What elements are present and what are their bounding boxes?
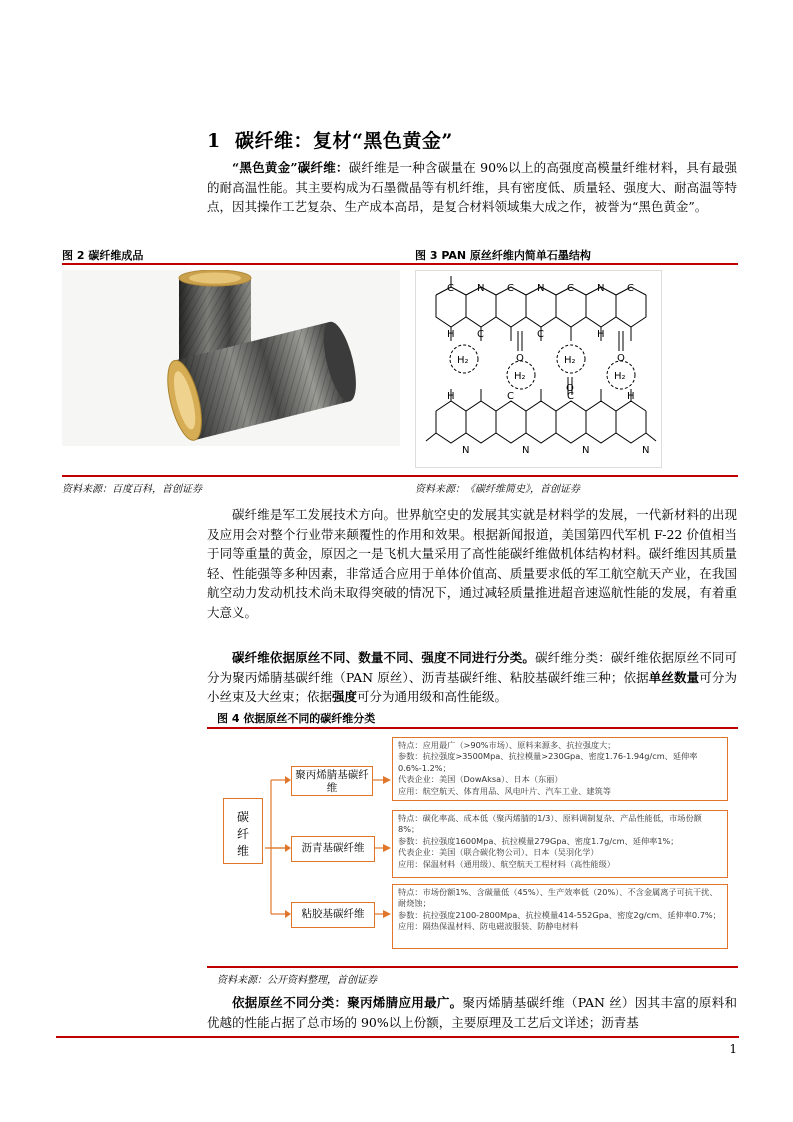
detail-line: 代表企业：美国（联合碳化物公司）、日本（吴羽化学） [398, 847, 599, 858]
detail-line: 应用：航空航天、体育用品、风电叶片、汽车工业、建筑等 [398, 785, 611, 796]
figure2-source: 资料来源：百度百科，首创证券 [62, 484, 202, 495]
classification-bold-2: 强度 [332, 689, 358, 704]
detail-box-pan [392, 737, 728, 801]
atom-label: N [597, 283, 605, 294]
atom-label: H₂ [514, 371, 526, 382]
figure2-caption: 图 2 碳纤维成品 [62, 249, 144, 262]
detail-line: 代表企业：美国（DowAksa）、日本（东丽） [398, 774, 563, 785]
atom-label: N [522, 445, 530, 456]
atom-label: O [566, 383, 574, 394]
atom-label: N [642, 445, 650, 456]
atom-label: C [447, 283, 454, 294]
section-title: 1 碳纤维：复材“黑色黄金” [207, 130, 453, 152]
classification-paragraph [207, 648, 737, 707]
atom-label: C [567, 391, 574, 402]
detail-line: 参数：抗拉强度>3500Mpa、抗拉模量>230Gpa、密度1.76-1.94g/cm、延伸率0.6%-1.2%； [398, 751, 698, 773]
atom-label: C [537, 329, 544, 340]
atom-label: N [462, 445, 470, 456]
footer-rule [56, 1036, 739, 1038]
root-char: 碳 [236, 810, 249, 824]
figure4-bottom-rule [207, 966, 738, 968]
figure3-source: 资料来源：《碳纤维简史》，首创证券 [415, 484, 580, 495]
atom-label: H₂ [457, 355, 469, 366]
detail-line: 参数：抗拉强度1600Mpa、抗拉模量279Gpa、密度1.7g/cm、延伸率1%； [398, 835, 679, 846]
root-char: 纤 [236, 827, 249, 841]
atom-label: H [627, 391, 635, 402]
page-number: 1 [729, 1042, 737, 1056]
detail-box-pitch [392, 810, 728, 878]
atom-label: N [537, 283, 545, 294]
detail-line: 应用：隔热保温材料、防电磁波服装、防静电材料 [398, 921, 579, 932]
intro-lead: “黑色黄金”碳纤维： [232, 160, 349, 175]
figure-top-rule [62, 263, 738, 265]
atom-label: C [507, 283, 514, 294]
classification-text-3: 可分为通用级和高性能级。 [357, 689, 508, 704]
classification-lead: 碳纤维依据原丝不同、数量不同、强度不同进行分类。 [232, 650, 536, 665]
pan-paragraph [207, 993, 737, 1032]
atom-label: C [507, 391, 514, 402]
type-node-viscose: 粘胶基碳纤维 [291, 902, 375, 928]
atom-label: H₂ [614, 371, 626, 382]
figure4-source: 资料来源：公开资料整理，首创证券 [217, 975, 377, 986]
atom-label: N [477, 283, 485, 294]
atom-label: O [617, 353, 625, 364]
military-paragraph: 碳纤维是军工发展技术方向。世界航空史的发展其实就是材料学的发展，一代新材料的出现及应用会对整个行业带来颠覆性的作用和效果。根据新闻报道，美国第四代军机 F-22 价值相当于同等重量的黄金，原因之一是飞机大量采用了高性能碳纤维做机体结构材料。碳纤维因其质量轻、性能强等多种因素，非常适合应用于单体价值高、质量要求低的军工航空航天产业，在我国航空动力发动机技术尚未取得突破的情况下，通过减轻质量推进超音速巡航性能的发展，有着重大意义。 [207, 507, 737, 620]
figure-bottom-rule [62, 475, 738, 477]
atom-label: C [627, 283, 634, 294]
carbon-fiber-classification-diagram [207, 730, 737, 965]
classification-text-1: 碳纤维分类：碳纤维依据原丝不同可分为聚丙烯腈基碳纤维（PAN 原丝）、沥青基碳纤维、粘胶基碳纤维三种；依据 [207, 650, 737, 685]
intro-paragraph [207, 158, 737, 217]
detail-line: 应用：保温材料（通用级）、航空航天工程材料（高性能级） [398, 858, 615, 869]
figure3-caption: 图 3 PAN 原丝纤维内简单石墨结构 [415, 249, 591, 262]
figure4-top-rule [207, 727, 738, 729]
carbon-fiber-spool-image [62, 270, 400, 446]
atom-label: H [447, 391, 455, 402]
atom-label: C [477, 329, 484, 340]
root-node-carbon-fiber [223, 798, 263, 864]
detail-line: 参数：抗拉强度2100-2800Mpa、抗拉模量414-552Gpa、密度2g/cm、延伸率0.7%； [398, 909, 721, 920]
atom-label: H [447, 329, 455, 340]
detail-box-viscose [392, 884, 728, 949]
classification-text-2: 可分为小丝束及大丝束；依据 [207, 669, 737, 704]
classification-bold-1: 单丝数量 [648, 669, 700, 685]
root-char: 维 [236, 844, 249, 858]
atom-label: N [582, 445, 590, 456]
atom-label: O [516, 353, 524, 364]
atom-label: C [567, 283, 574, 294]
detail-line: 特点：市场份额1%、含碳量低（45%）、生产效率低（20%）、不含金属离子可抗干扰、耐烧蚀； [398, 887, 718, 909]
detail-line: 特点：碳化率高、成本低（聚丙烯腈的1/3）、原料调制复杂、产品性能低，市场份额8%； [398, 813, 702, 835]
pan-text: 聚丙烯腈基碳纤维（PAN 丝）因其丰富的原料和优越的性能占据了总市场的 90%以上份额，主要原理及工艺后文详述；沥青基 [207, 995, 737, 1030]
atom-label: H [597, 329, 605, 340]
detail-line: 特点：应用最广（>90%市场）、原料来源多、抗拉强度大； [398, 740, 616, 750]
pan-lead: 依据原丝不同分类：聚丙烯腈应用最广。 [232, 995, 463, 1010]
type-node-pan: 聚丙烯腈基碳纤维 [291, 766, 373, 796]
pan-graphite-structure-diagram [415, 270, 662, 468]
atom-label: H₂ [564, 355, 576, 366]
type-node-pitch: 沥青基碳纤维 [291, 836, 375, 862]
figure4-caption: 图 4 依据原丝不同的碳纤维分类 [217, 712, 376, 725]
intro-text: 碳纤维是一种含碳量在 90%以上的高强度高模量纤维材料，具有最强的耐高温性能。其主要构成为石墨微晶等有机纤维，具有密度低、质量轻、强度大、耐高温等特点，因其操作工艺复杂、生产成本高昂，是复合材料领域集大成之作，被誉为“黑色黄金”。 [207, 160, 737, 214]
